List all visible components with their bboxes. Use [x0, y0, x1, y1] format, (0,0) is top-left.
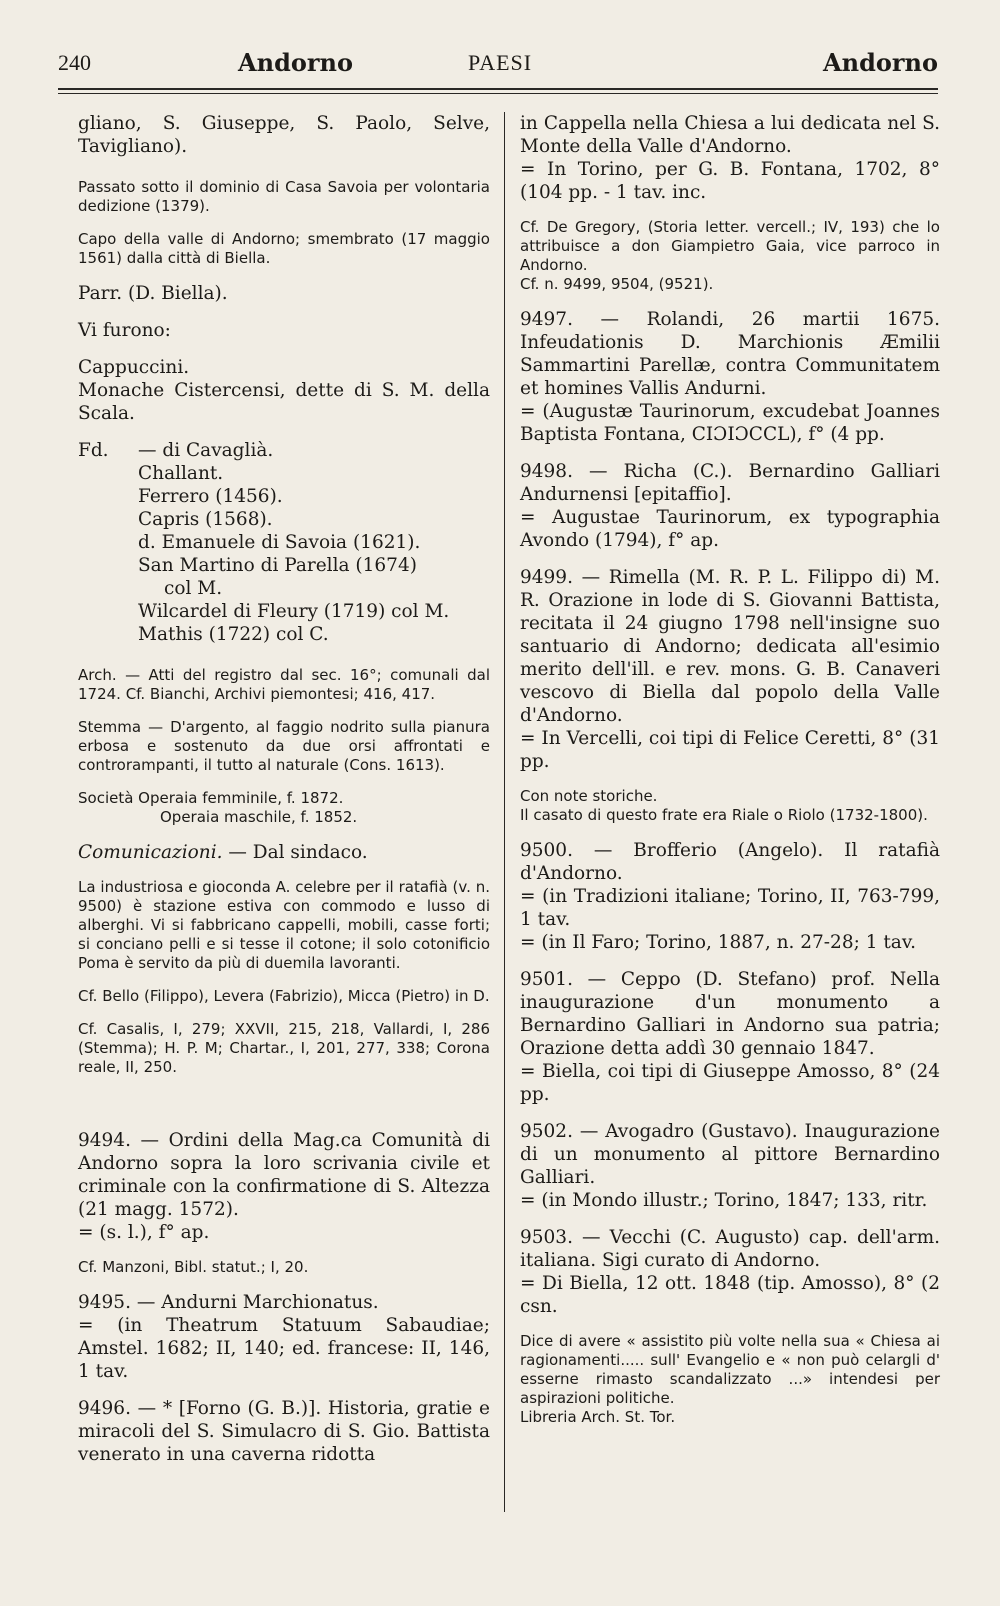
vi-furono-line: Vi furono:	[78, 320, 171, 341]
header-rule-thick	[58, 88, 938, 90]
fd-item: — di Cavaglià.	[138, 440, 274, 461]
entry-9503-library: Libreria Arch. St. Tor.	[520, 1408, 676, 1426]
cf-casalis-paragraph: Cf. Casalis, I, 279; XXVII, 215, 218, Vallardi, I, 286 (Stemma); H. P. M; Chartar., I, 201, 277, 338; Corona reale, II, 250.	[78, 1020, 490, 1076]
intro-text: gliano, S. Giuseppe, S. Paolo, Selve, Tavigliano).	[78, 113, 490, 157]
entry-9503: 9503. — Vecchi (C. Augusto) cap. dell'arm. italiana. Sigi curato di Andorno.	[520, 1227, 940, 1271]
right-column	[520, 112, 940, 1427]
cf-degregory-paragraph: Cf. De Gregory, (Storia letter. vercell.; IV, 193) che lo attribuisce a don Giampietro Gaia, vice parroco in Andorno.	[520, 218, 940, 274]
monache-line: Monache Cistercensi, dette di S. M. della Scala.	[78, 380, 490, 424]
fd-item: Capris (1568).	[138, 509, 273, 530]
entry-9498: 9498. — Richa (C.). Bernardino Galliari Andurnensi [epitaffio].	[520, 461, 940, 505]
header-left-title: Andorno	[238, 48, 353, 77]
entry-9499-note-2: Il casato di questo frate era Riale o Riolo (1732-1800).	[520, 806, 928, 824]
dominion-paragraph: Passato sotto il dominio di Casa Savoia per volontaria dedizione (1379).	[78, 178, 490, 215]
cf-bello-paragraph: Cf. Bello (Filippo), Levera (Fabrizio), Micca (Pietro) in D.	[78, 987, 490, 1005]
entry-9503-note: Dice di avere « assistito più volte nella sua « Chiesa ai ragionamenti..... sull' Evangelio e « non può celargli d' esserne rimasto scandalizzato ...» intendesi per aspirazioni politiche.	[520, 1332, 940, 1407]
entry-9495-imprint: = (in Theatrum Statuum Sabaudiae; Amstel. 1682; II, 140; ed. francese: II, 146, 1 tav.	[78, 1315, 490, 1382]
entry-9503-imprint: = Di Biella, 12 ott. 1848 (tip. Amosso), 8° (2 csn.	[520, 1273, 940, 1317]
entry-9499: 9499. — Rimella (M. R. P. L. Filippo di) M. R. Orazione in lode di S. Giovanni Battista, recitata il 24 giugno 1798 nell'insigne suo santuario di Andorno; dedicata all'esimio merito dell'ill. e rev. mons. G. B. Canaveri vescovo di Biella dal popolo della Valle d'Andorno.	[520, 567, 940, 726]
entry-9500: 9500. — Brofferio (Angelo). Il ratafià d'Andorno.	[520, 840, 940, 884]
entry-9495: 9495. — Andurni Marchionatus.	[78, 1292, 379, 1313]
entry-9496-continued: in Cappella nella Chiesa a lui dedicata nel S. Monte della Valle d'Andorno.	[520, 113, 940, 157]
fd-item: San Martino di Parella (1674)	[138, 555, 417, 576]
entry-9502-imprint: = (in Mondo illustr.; Torino, 1847; 133, ritr.	[520, 1190, 928, 1211]
fd-item: Ferrero (1456).	[138, 486, 283, 507]
entry-9496-imprint: = In Torino, per G. B. Fontana, 1702, 8° (104 pp. - 1 tav. inc.	[520, 159, 940, 203]
header-right-title: Andorno	[823, 48, 938, 77]
header-rule-thin	[58, 93, 938, 94]
societa-line-2: Operaia maschile, f. 1852.	[160, 808, 358, 826]
entry-9500-imprint-1: = (in Tradizioni italiane; Torino, II, 763-799, 1 tav.	[520, 886, 940, 930]
entry-9498-imprint: = Augustae Taurinorum, ex typographia Avondo (1794), f° ap.	[520, 507, 940, 551]
cappuccini-line: Cappuccini.	[78, 357, 190, 378]
stemma-paragraph: Stemma — D'argento, al faggio nodrito sulla pianura erbosa e sostenuto da due orsi affrontati e controrampanti, il tutto al naturale (Cons. 1613).	[78, 718, 490, 774]
archivio-paragraph: Arch. — Atti del registro dal sec. 16°; comunali dal 1724. Cf. Bianchi, Archivi piemontesi; 416, 417.	[78, 666, 490, 703]
entry-9497: 9497. — Rolandi, 26 martii 1675. Infeudationis D. Marchionis Æmilii Sammartini Parellæ, contra Communitatem et homines Vallis Andurni.	[520, 309, 940, 399]
entry-9497-imprint: = (Augustæ Taurinorum, excudebat Joannes Baptista Fontana, CIƆIƆCCL), f° (4 pp.	[520, 401, 940, 445]
entry-9499-note-1: Con note storiche.	[520, 787, 658, 805]
entry-9494-cf: Cf. Manzoni, Bibl. statut.; I, 20.	[78, 1258, 309, 1276]
parrocchia-line: Parr. (D. Biella).	[78, 283, 228, 304]
page-number: 240	[58, 50, 91, 75]
cf-numbers-line: Cf. n. 9499, 9504, (9521).	[520, 275, 714, 293]
fd-item: Wilcardel di Fleury (1719) col M.	[138, 601, 450, 622]
fd-list	[138, 439, 490, 646]
left-column	[78, 112, 490, 1466]
entry-9499-imprint: = In Vercelli, coi tipi di Felice Ceretti, 8° (31 pp.	[520, 728, 940, 772]
capo-paragraph: Capo della valle di Andorno; smembrato (17 maggio 1561) dalla città di Biella.	[78, 230, 490, 267]
running-header	[58, 46, 938, 86]
fd-item: Mathis (1722) col C.	[138, 624, 329, 645]
feudatari-block	[78, 439, 490, 646]
column-divider	[504, 112, 505, 1512]
entry-9494-imprint: = (s. l.), f° ap.	[78, 1222, 210, 1243]
comunicazioni-text: — Dal sindaco.	[228, 842, 368, 863]
industriosa-paragraph: La industriosa e gioconda A. celebre per il ratafià (v. n. 9500) è stazione estiva con commodo e lusso di alberghi. Vi si fabbricano cappelli, mobili, casse forti; si conciano pelli e si tesse il cotone; il solo cotonificio Poma è servito da più di duemila lavoranti.	[78, 878, 490, 972]
entry-9496: 9496. — * [Forno (G. B.)]. Historia, gratie e miracoli del S. Simulacro di S. Gio. Battista venerato in una caverna ridotta	[78, 1398, 490, 1465]
entry-9502: 9502. — Avogadro (Gustavo). Inaugurazione di un monumento al pittore Bernardino Galliari.	[520, 1121, 940, 1188]
fd-item: col M.	[164, 578, 223, 599]
fd-item: d. Emanuele di Savoia (1621).	[138, 532, 421, 553]
fd-label: Fd.	[78, 440, 109, 461]
header-center-title: PAESI	[468, 50, 533, 75]
entry-9501: 9501. — Ceppo (D. Stefano) prof. Nella inaugurazione d'un monumento a Bernardino Galliari in Andorno sua patria; Orazione detta addì 30 gennaio 1847.	[520, 969, 940, 1059]
comunicazioni-label: Comunicazioni.	[78, 842, 223, 863]
entry-9501-imprint: = Biella, coi tipi di Giuseppe Amosso, 8° (24 pp.	[520, 1061, 940, 1105]
comunicazioni-line	[78, 841, 490, 864]
societa-line-1: Società Operaia femminile, f. 1872.	[78, 789, 344, 807]
entry-9500-imprint-2: = (in Il Faro; Torino, 1887, n. 27-28; 1 tav.	[520, 932, 916, 953]
entry-9494: 9494. — Ordini della Mag.ca Comunità di Andorno sopra la loro scrivania civile et criminale con la confirmatione di S. Altezza (21 magg. 1572).	[78, 1130, 490, 1220]
fd-item: Challant.	[138, 463, 224, 484]
